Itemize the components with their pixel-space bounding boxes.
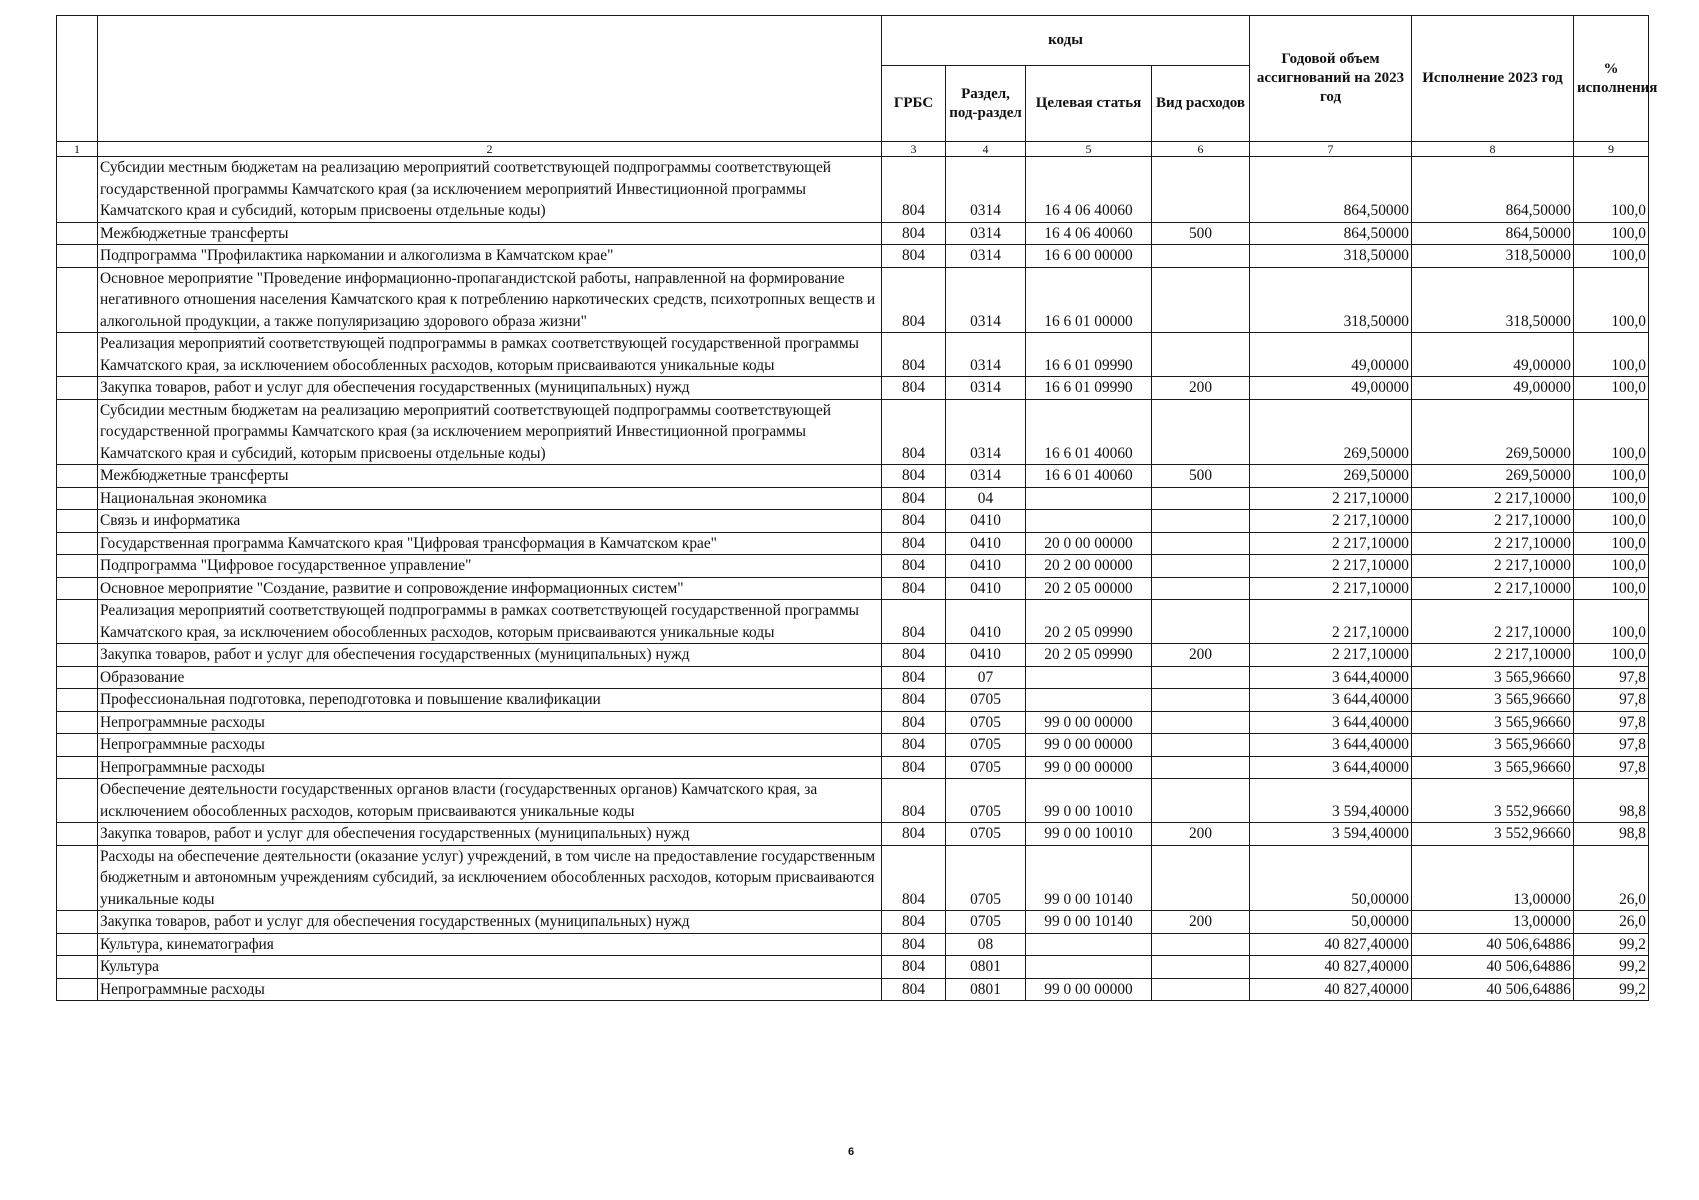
row-execution: 269,50000 [1412,399,1574,465]
row-index [57,267,98,333]
row-description: Реализация мероприятий соответствующей подпрограммы в рамках соответствующей государственной программы Камчатского края, за исключением обособленных расходов, которым присваиваются уникальные коды [98,600,882,644]
row-percent: 100,0 [1574,222,1649,245]
row-index [57,666,98,689]
row-execution: 40 506,64886 [1412,978,1574,1001]
row-percent: 97,8 [1574,756,1649,779]
column-number: 4 [946,142,1026,157]
row-grbs: 804 [882,756,946,779]
row-index [57,823,98,846]
row-annual-volume: 318,50000 [1250,245,1412,268]
row-execution: 49,00000 [1412,333,1574,377]
row-percent: 26,0 [1574,911,1649,934]
row-section: 0314 [946,333,1026,377]
row-index [57,978,98,1001]
row-grbs: 804 [882,689,946,712]
row-description: Непрограммные расходы [98,734,882,757]
row-execution: 49,00000 [1412,377,1574,400]
row-expense-type [1152,399,1250,465]
table-row [57,823,1649,846]
row-section: 0410 [946,510,1026,533]
row-execution: 318,50000 [1412,267,1574,333]
table-row [57,933,1649,956]
table-row [57,600,1649,644]
row-percent: 100,0 [1574,377,1649,400]
row-grbs: 804 [882,600,946,644]
row-section: 0314 [946,465,1026,488]
row-annual-volume: 2 217,10000 [1250,644,1412,667]
row-percent: 100,0 [1574,399,1649,465]
row-expense-type: 200 [1152,644,1250,667]
row-target-article: 20 2 05 09990 [1026,600,1152,644]
row-annual-volume: 3 594,40000 [1250,779,1412,823]
row-execution: 40 506,64886 [1412,933,1574,956]
row-section: 08 [946,933,1026,956]
row-target-article: 99 0 00 00000 [1026,978,1152,1001]
table-body [57,157,1649,1001]
row-grbs: 804 [882,245,946,268]
row-annual-volume: 40 827,40000 [1250,933,1412,956]
row-expense-type: 200 [1152,377,1250,400]
row-target-article: 16 6 01 09990 [1026,377,1152,400]
row-annual-volume: 3 644,40000 [1250,734,1412,757]
row-execution: 3 565,96660 [1412,756,1574,779]
row-execution: 2 217,10000 [1412,532,1574,555]
row-description: Реализация мероприятий соответствующей подпрограммы в рамках соответствующей государственной программы Камчатского края, за исключением обособленных расходов, которым присваиваются уникальные коды [98,333,882,377]
row-section: 0314 [946,267,1026,333]
row-annual-volume: 2 217,10000 [1250,532,1412,555]
column-number: 9 [1574,142,1649,157]
header-expense-type: Вид расходов [1152,66,1250,142]
row-annual-volume: 3 644,40000 [1250,689,1412,712]
row-target-article [1026,933,1152,956]
row-expense-type [1152,711,1250,734]
row-expense-type [1152,956,1250,979]
row-annual-volume: 40 827,40000 [1250,978,1412,1001]
row-expense-type [1152,666,1250,689]
row-grbs: 804 [882,666,946,689]
header-blank-index [57,16,98,142]
table-row [57,267,1649,333]
header-annual-volume: Годовой объем ассигнований на 2023 год [1250,16,1412,142]
table-row [57,756,1649,779]
row-grbs: 804 [882,956,946,979]
row-grbs: 804 [882,779,946,823]
row-section: 0410 [946,600,1026,644]
row-percent: 100,0 [1574,510,1649,533]
row-percent: 97,8 [1574,689,1649,712]
row-section: 0705 [946,845,1026,911]
row-percent: 97,8 [1574,734,1649,757]
row-annual-volume: 3 644,40000 [1250,711,1412,734]
table-row [57,644,1649,667]
row-index [57,845,98,911]
row-expense-type [1152,267,1250,333]
row-annual-volume: 269,50000 [1250,465,1412,488]
header-percent: % исполнения [1574,16,1649,142]
row-description: Национальная экономика [98,487,882,510]
row-description: Закупка товаров, работ и услуг для обеспечения государственных (муниципальных) нужд [98,911,882,934]
header-target-article: Целевая статья [1026,66,1152,142]
row-execution: 3 565,96660 [1412,689,1574,712]
row-execution: 269,50000 [1412,465,1574,488]
row-execution: 2 217,10000 [1412,510,1574,533]
row-annual-volume: 2 217,10000 [1250,487,1412,510]
row-description: Закупка товаров, работ и услуг для обеспечения государственных (муниципальных) нужд [98,823,882,846]
row-target-article: 16 6 01 00000 [1026,267,1152,333]
row-execution: 3 552,96660 [1412,823,1574,846]
row-target-article: 99 0 00 10010 [1026,823,1152,846]
row-percent: 100,0 [1574,487,1649,510]
row-execution: 3 552,96660 [1412,779,1574,823]
row-percent: 100,0 [1574,600,1649,644]
row-description: Непрограммные расходы [98,756,882,779]
row-percent: 97,8 [1574,666,1649,689]
row-index [57,779,98,823]
row-index [57,644,98,667]
column-number: 7 [1250,142,1412,157]
row-target-article [1026,666,1152,689]
row-description: Культура [98,956,882,979]
row-section: 0314 [946,377,1026,400]
row-percent: 99,2 [1574,978,1649,1001]
row-percent: 100,0 [1574,644,1649,667]
row-index [57,577,98,600]
table-row [57,532,1649,555]
row-description: Непрограммные расходы [98,711,882,734]
row-grbs: 804 [882,510,946,533]
row-expense-type [1152,978,1250,1001]
row-target-article: 16 6 00 00000 [1026,245,1152,268]
row-description: Основное мероприятие "Создание, развитие и сопровождение информационных систем" [98,577,882,600]
column-number: 5 [1026,142,1152,157]
row-description: Подпрограмма "Профилактика наркомании и алкоголизма в Камчатском крае" [98,245,882,268]
row-expense-type [1152,734,1250,757]
row-description: Государственная программа Камчатского края "Цифровая трансформация в Камчатском крае" [98,532,882,555]
table-row [57,487,1649,510]
row-percent: 99,2 [1574,956,1649,979]
row-description: Непрограммные расходы [98,978,882,1001]
row-target-article: 99 0 00 00000 [1026,711,1152,734]
column-number: 8 [1412,142,1574,157]
row-expense-type [1152,245,1250,268]
column-number-row [57,142,1649,157]
row-section: 0410 [946,644,1026,667]
row-section: 0705 [946,711,1026,734]
row-target-article: 99 0 00 10010 [1026,779,1152,823]
row-grbs: 804 [882,911,946,934]
row-percent: 100,0 [1574,555,1649,578]
table-row [57,956,1649,979]
row-section: 0314 [946,157,1026,223]
row-target-article: 16 6 01 40060 [1026,399,1152,465]
row-annual-volume: 269,50000 [1250,399,1412,465]
row-grbs: 804 [882,978,946,1001]
row-grbs: 804 [882,532,946,555]
row-annual-volume: 50,00000 [1250,911,1412,934]
row-target-article: 99 0 00 10140 [1026,911,1152,934]
header-execution: Исполнение 2023 год [1412,16,1574,142]
row-target-article: 99 0 00 00000 [1026,734,1152,757]
row-section: 0314 [946,222,1026,245]
column-number: 6 [1152,142,1250,157]
table-row [57,465,1649,488]
row-target-article: 16 4 06 40060 [1026,157,1152,223]
row-section: 0801 [946,956,1026,979]
row-grbs: 804 [882,845,946,911]
row-percent: 99,2 [1574,933,1649,956]
budget-table [56,15,1658,1001]
row-annual-volume: 3 594,40000 [1250,823,1412,846]
row-target-article: 99 0 00 10140 [1026,845,1152,911]
row-annual-volume: 50,00000 [1250,845,1412,911]
row-index [57,487,98,510]
row-percent: 26,0 [1574,845,1649,911]
row-percent: 97,8 [1574,711,1649,734]
table-row [57,157,1649,223]
row-expense-type [1152,845,1250,911]
row-execution: 2 217,10000 [1412,600,1574,644]
header-grbs: ГРБС [882,66,946,142]
row-description: Профессиональная подготовка, переподготовка и повышение квалификации [98,689,882,712]
row-annual-volume: 49,00000 [1250,377,1412,400]
row-grbs: 804 [882,711,946,734]
row-execution: 13,00000 [1412,911,1574,934]
row-section: 0705 [946,779,1026,823]
row-expense-type [1152,487,1250,510]
row-expense-type: 500 [1152,465,1250,488]
row-description: Расходы на обеспечение деятельности (оказание услуг) учреждений, в том числе на предоставление государственным бюджетным и автономным учреждениям субсидий, за исключением обособленных расходов, которым присваиваются уникальные коды [98,845,882,911]
table-row [57,245,1649,268]
row-expense-type [1152,577,1250,600]
row-description: Межбюджетные трансферты [98,222,882,245]
row-target-article: 16 6 01 40060 [1026,465,1152,488]
row-description: Закупка товаров, работ и услуг для обеспечения государственных (муниципальных) нужд [98,644,882,667]
row-percent: 100,0 [1574,333,1649,377]
row-expense-type: 500 [1152,222,1250,245]
row-index [57,911,98,934]
row-annual-volume: 2 217,10000 [1250,555,1412,578]
table-row [57,666,1649,689]
header-section: Раздел, под-раздел [946,66,1026,142]
row-index [57,532,98,555]
row-percent: 98,8 [1574,823,1649,846]
row-section: 0314 [946,245,1026,268]
table-row [57,911,1649,934]
row-index [57,399,98,465]
row-target-article: 20 2 05 09990 [1026,644,1152,667]
row-index [57,333,98,377]
column-number: 2 [98,142,882,157]
table-row [57,734,1649,757]
table-row [57,377,1649,400]
row-expense-type [1152,555,1250,578]
row-target-article: 20 0 00 00000 [1026,532,1152,555]
row-description: Подпрограмма "Цифровое государственное управление" [98,555,882,578]
row-expense-type: 200 [1152,911,1250,934]
row-execution: 864,50000 [1412,157,1574,223]
row-target-article [1026,689,1152,712]
row-percent: 100,0 [1574,465,1649,488]
table-row [57,333,1649,377]
row-expense-type [1152,333,1250,377]
row-section: 0705 [946,756,1026,779]
row-execution: 13,00000 [1412,845,1574,911]
row-execution: 40 506,64886 [1412,956,1574,979]
table-row [57,222,1649,245]
row-target-article [1026,956,1152,979]
row-index [57,933,98,956]
row-execution: 3 565,96660 [1412,666,1574,689]
row-expense-type [1152,756,1250,779]
row-section: 0314 [946,399,1026,465]
row-grbs: 804 [882,399,946,465]
row-section: 04 [946,487,1026,510]
row-section: 0410 [946,532,1026,555]
row-percent: 100,0 [1574,267,1649,333]
row-grbs: 804 [882,222,946,245]
row-description: Культура, кинематография [98,933,882,956]
row-section: 0705 [946,689,1026,712]
row-description: Связь и информатика [98,510,882,533]
row-annual-volume: 318,50000 [1250,267,1412,333]
row-annual-volume: 864,50000 [1250,222,1412,245]
row-index [57,956,98,979]
row-index [57,222,98,245]
row-execution: 2 217,10000 [1412,577,1574,600]
table-row [57,779,1649,823]
row-percent: 100,0 [1574,577,1649,600]
row-grbs: 804 [882,577,946,600]
row-section: 0410 [946,577,1026,600]
row-description: Субсидии местным бюджетам на реализацию мероприятий соответствующей подпрограммы соответствующей государственной программы Камчатского края (за исключением мероприятий Инвестиционной программы Камчатского края и субсидий, которым присвоены отдельные коды) [98,157,882,223]
row-description: Межбюджетные трансферты [98,465,882,488]
table-row [57,510,1649,533]
row-expense-type [1152,510,1250,533]
row-annual-volume: 2 217,10000 [1250,600,1412,644]
row-expense-type [1152,779,1250,823]
row-percent: 100,0 [1574,157,1649,223]
row-description: Субсидии местным бюджетам на реализацию мероприятий соответствующей подпрограммы соответствующей государственной программы Камчатского края (за исключением мероприятий Инвестиционной программы Камчатского края и субсидий, которым присвоены отдельные коды) [98,399,882,465]
row-index [57,245,98,268]
row-target-article: 99 0 00 00000 [1026,756,1152,779]
row-target-article: 20 2 00 00000 [1026,555,1152,578]
table-row [57,845,1649,911]
row-expense-type: 200 [1152,823,1250,846]
row-expense-type [1152,157,1250,223]
row-section: 0705 [946,823,1026,846]
row-expense-type [1152,532,1250,555]
row-section: 0801 [946,978,1026,1001]
column-number: 1 [57,142,98,157]
row-index [57,711,98,734]
table-row [57,978,1649,1001]
row-index [57,157,98,223]
row-percent: 100,0 [1574,245,1649,268]
column-number: 3 [882,142,946,157]
row-index [57,600,98,644]
row-description: Основное мероприятие "Проведение информационно-пропагандистской работы, направленной на формирование негативного отношения населения Камчатского края к потреблению наркотических средств, психотропных веществ и алкогольной продукции, а также популяризацию здорового образа жизни" [98,267,882,333]
header-codes: коды [882,16,1250,66]
row-index [57,510,98,533]
table-row [57,689,1649,712]
row-grbs: 804 [882,823,946,846]
row-grbs: 804 [882,734,946,757]
row-grbs: 804 [882,555,946,578]
row-target-article: 16 6 01 09990 [1026,333,1152,377]
row-target-article [1026,487,1152,510]
row-annual-volume: 3 644,40000 [1250,756,1412,779]
row-index [57,555,98,578]
row-index [57,465,98,488]
row-expense-type [1152,933,1250,956]
row-description: Образование [98,666,882,689]
row-index [57,689,98,712]
header-blank-description [98,16,882,142]
row-percent: 98,8 [1574,779,1649,823]
row-grbs: 804 [882,487,946,510]
row-target-article [1026,510,1152,533]
page-number: 6 [848,1146,855,1158]
row-annual-volume: 2 217,10000 [1250,510,1412,533]
row-execution: 2 217,10000 [1412,487,1574,510]
row-target-article: 20 2 05 00000 [1026,577,1152,600]
row-expense-type [1152,600,1250,644]
row-grbs: 804 [882,333,946,377]
row-annual-volume: 3 644,40000 [1250,666,1412,689]
row-grbs: 804 [882,267,946,333]
row-grbs: 804 [882,465,946,488]
table-row [57,399,1649,465]
row-annual-volume: 864,50000 [1250,157,1412,223]
row-target-article: 16 4 06 40060 [1026,222,1152,245]
table-row [57,711,1649,734]
row-section: 0705 [946,911,1026,934]
row-index [57,756,98,779]
row-grbs: 804 [882,377,946,400]
row-expense-type [1152,689,1250,712]
row-section: 07 [946,666,1026,689]
row-grbs: 804 [882,644,946,667]
row-index [57,734,98,757]
row-execution: 3 565,96660 [1412,711,1574,734]
table-row [57,555,1649,578]
table-row [57,577,1649,600]
row-section: 0410 [946,555,1026,578]
row-execution: 864,50000 [1412,222,1574,245]
row-execution: 2 217,10000 [1412,644,1574,667]
row-grbs: 804 [882,157,946,223]
row-execution: 2 217,10000 [1412,555,1574,578]
row-execution: 318,50000 [1412,245,1574,268]
budget-execution-sheet [56,15,1658,1001]
row-grbs: 804 [882,933,946,956]
row-annual-volume: 49,00000 [1250,333,1412,377]
row-annual-volume: 2 217,10000 [1250,577,1412,600]
row-section: 0705 [946,734,1026,757]
row-description: Закупка товаров, работ и услуг для обеспечения государственных (муниципальных) нужд [98,377,882,400]
row-description: Обеспечение деятельности государственных органов власти (государственных органов) Камчатского края, за исключением обособленных расходов, которым присваиваются уникальные коды [98,779,882,823]
row-annual-volume: 40 827,40000 [1250,956,1412,979]
row-index [57,377,98,400]
row-execution: 3 565,96660 [1412,734,1574,757]
row-percent: 100,0 [1574,532,1649,555]
